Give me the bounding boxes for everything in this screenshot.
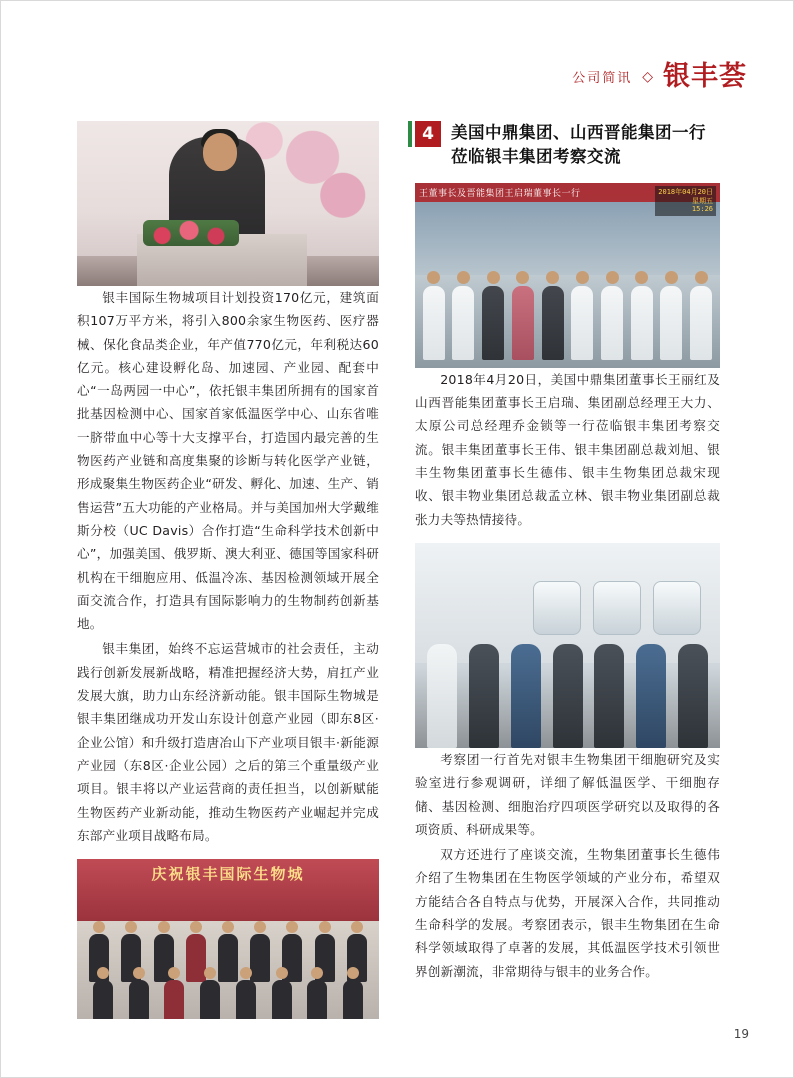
- photo-speaker-head: [203, 133, 237, 171]
- photo-timestamp: [655, 186, 716, 216]
- article-headline: [415, 121, 720, 169]
- delegation-photo: [415, 183, 720, 368]
- page-header: [572, 63, 747, 90]
- paragraph: 银丰集团，始终不忘运营城市的社会责任，主动践行创新发展新战略，精准把握经济大势，肩扛产业发展大旗，助力山东经济新动能。银丰国际生物城是银丰集团继成功开发山东设计创意产业园（即东8区·企业公馆）和升级打造唐冶山下产业项目银丰·新能源产业园（东8区·企业公园）之后的第三个重量级产业项目。银丰将以产业运营商的责任担当，以创新赋能生物医药产业新动能，推动生物医药产业崛起并完成东部产业项目战略布局。: [77, 641, 379, 843]
- photo-caption: 王董事长及晋能集团王启瑞董事长一行: [415, 183, 720, 202]
- magazine-logo: 银丰荟: [663, 61, 747, 92]
- group-photo: [77, 859, 379, 1019]
- lab-visit-photo: [415, 543, 720, 748]
- photo-stamp-weekday: 星期五: [692, 196, 713, 205]
- group-photo-banner: 庆祝银丰国际生物城: [77, 859, 379, 921]
- paragraph: 银丰国际生物城项目计划投资170亿元，建筑面积107万平方米，将引入800余家生物医药、医疗器械、保化食品类企业，年产值770亿元，年利税达60亿元。核心建设孵化岛、加速园、产业园、配套中心“一岛两园一中心”，依托银丰集团所拥有的国家首批基因检测中心、国家首家低温医学中心、山东省唯一脐带血中心等十大支撑平台，打造国内最完善的生物医药产业链和高度集聚的诊断与转化医学产业链，形成聚集生物医药企业“研发、孵化、加速、生产、销售运营”五大功能的产业格局。并与美国加州大学戴维斯分校（UC Davis）合作打造“生命科学技术创新中心”，加强美国、俄罗斯、澳大利亚、德国等国家科研机构在干细胞应用、低温冷冻、基因检测领域开展全面交流合作，打造具有国际影响力的生物制药创新基地。: [77, 290, 379, 632]
- photo-cryo-tank: [653, 581, 701, 635]
- photo-cryo-tank: [533, 581, 581, 635]
- header-divider-icon: ◇: [642, 68, 653, 85]
- right-column: [415, 121, 720, 985]
- photo-stamp-date: 2018年04月20日: [658, 187, 713, 196]
- headline-text: 美国中鼎集团、山西晋能集团一行莅临银丰集团考察交流: [451, 123, 706, 166]
- photo-delegation-people: [415, 271, 720, 360]
- paragraph: 双方还进行了座谈交流，生物集团董事长生德伟介绍了生物集团在生物医学领域的产业分布，希望双方能结合各自特点与优势，开展深入合作，共同推动生命科学的发展。考察团表示，银丰生物集团在生命科学领域取得了卓著的发展，其低温医学技术引领世界创新潮流，非常期待与银丰的业务合作。: [415, 847, 720, 979]
- paragraph: 考察团一行首先对银丰生物集团干细胞研究及实验室进行参观调研，详细了解低温医学、干细胞存储、基因检测、细胞治疗四项医学研究以及取得的各项资质、科研成果等。: [415, 751, 720, 837]
- photo-stamp-time: 15:26: [691, 205, 713, 214]
- page-number: 19: [733, 1027, 749, 1041]
- photo-lab-people: [415, 644, 720, 748]
- speaker-podium-photo: [77, 121, 379, 286]
- left-column: [77, 121, 379, 1019]
- photo-flowers: [143, 220, 239, 246]
- photo-people-row-front: [77, 967, 379, 1019]
- section-number-badge: 4: [415, 121, 441, 147]
- photo-cryo-tank: [593, 581, 641, 635]
- paragraph: 2018年4月20日，美国中鼎集团董事长王丽红及山西晋能集团董事长王启瑞、集团副总经理王大力、太原公司总经理乔金锁等一行莅临银丰集团考察交流。银丰集团董事长王伟、银丰集团副总裁刘旭、银丰生物集团董事长生德伟、银丰生物集团总裁宋现收、银丰物业集团总裁孟立林、银丰物业集团副总裁张力夫等热情接待。: [415, 371, 720, 527]
- header-section-label: 公司简讯: [572, 71, 633, 86]
